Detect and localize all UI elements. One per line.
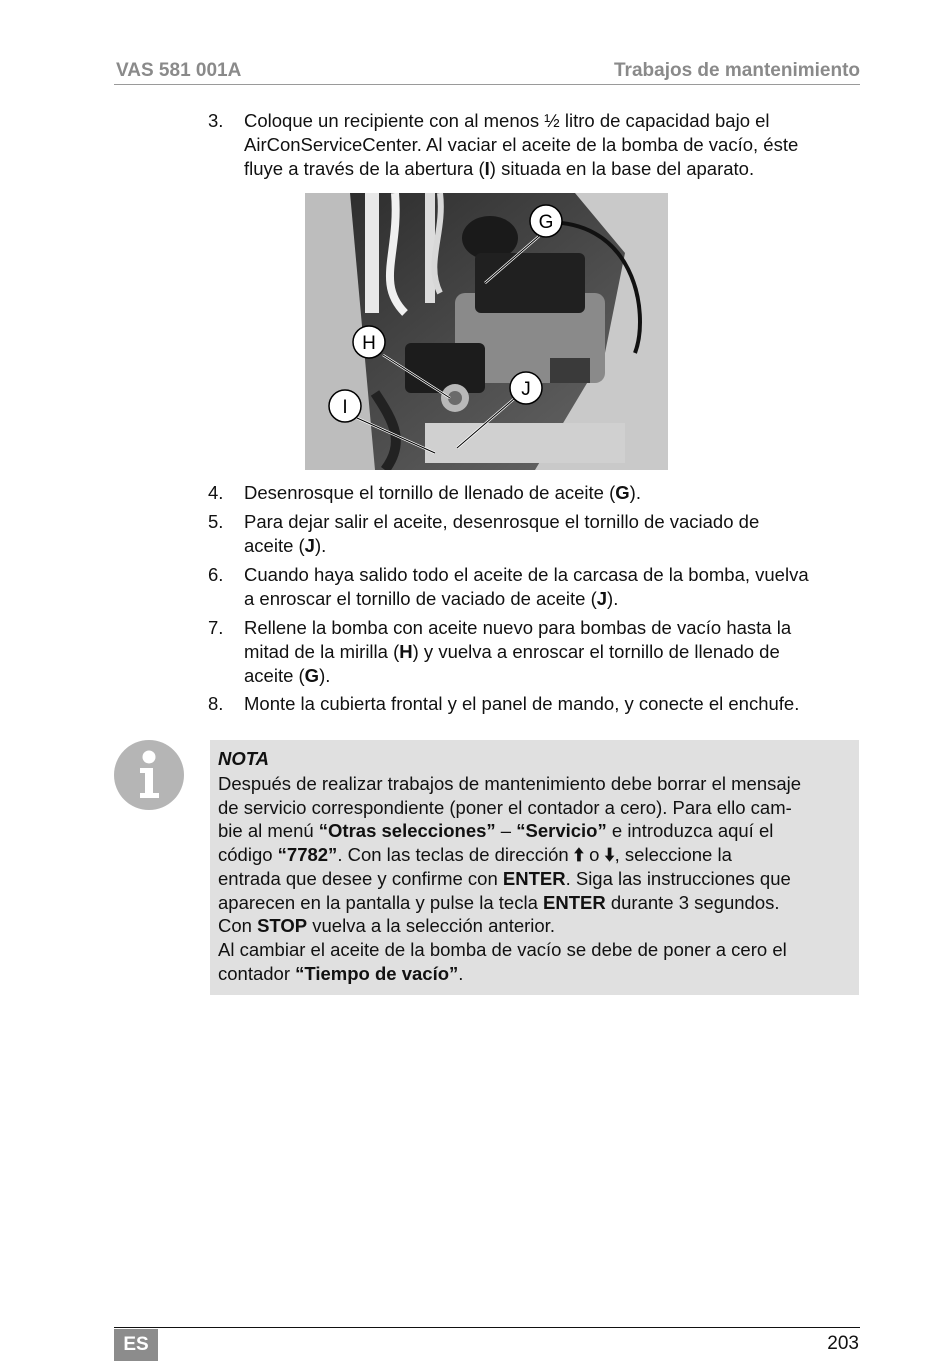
ref-label: J [304,535,315,556]
callout-i [329,390,361,422]
step-text-line: Coloque un recipiente con al menos ½ litro de capacidad bajo el [244,110,770,131]
step-text-line: Para dejar salir el aceite, desenrosque el tornillo de vaciado de [244,511,760,532]
step-text-line: mitad de la mirilla ( [244,641,400,662]
step-6 [208,563,860,611]
page-header [114,58,860,85]
footer-rule [114,1327,860,1328]
step-4 [208,481,860,505]
callout-h [353,326,385,358]
step-text [244,616,860,688]
step-number: 3. [208,110,224,131]
note-line: Después de realizar trabajos de mantenimiento debe borrar el mensaje [218,773,802,794]
note-line: bie al menú “Otras selecciones” – “Servicio” e introduzca aquí el [218,820,774,842]
step-text-line: ) situada en la base del aparato. [489,158,755,179]
step-5 [208,510,860,558]
note-line: aparecen en la pantalla y pulse la tecla ENTER durante 3 segundos. [218,891,780,913]
ref-label: H [399,641,413,662]
step-text-line: ). [319,665,331,686]
step-text-line: Cuando haya salido todo el aceite de la carcasa de la bomba, vuelva [244,564,809,585]
note-box [210,740,859,995]
step-number: 4. [208,482,224,503]
ref-label: J [596,588,608,609]
step-number: 8. [208,693,224,714]
step-number: 7. [208,617,224,638]
callout-j [510,372,542,404]
step-text [244,563,860,611]
callout-g [530,205,562,237]
note-title: NOTA [218,748,270,769]
document-code: VAS 581 001A [116,60,242,81]
ref-label: I [484,158,490,179]
step-number: 6. [208,564,224,585]
step-text [244,109,860,181]
step-text-line: Rellene la bomba con aceite nuevo para bombas de vacío hasta la [244,617,792,638]
step-text-line: ). [629,482,641,503]
note-body [218,772,854,985]
note-line: Al cambiar el aceite de la bomba de vacío se debe de poner a cero el [218,938,787,960]
step-text [244,510,860,558]
info-icon [114,740,184,810]
step-text-line: a enroscar el tornillo de vaciado de aceite ( [244,588,597,609]
note-line: entrada que desee y confirme con ENTER. Siga las instrucciones que [218,867,791,889]
step-text-line: AirConServiceCenter. Al vaciar el aceite de la bomba de vacío, éste [244,134,799,155]
callout-label: I [342,397,348,418]
step-text-line: aceite ( [244,665,305,686]
vacuum-pump-photo [305,193,668,470]
page-number: 203 [827,1333,859,1354]
step-text-line: aceite ( [244,535,305,556]
step-3 [208,109,860,181]
step-text-line: ) y vuelva a enroscar el tornillo de llenado de [412,641,780,662]
callout-label: H [362,333,376,354]
callout-label: J [521,379,531,400]
note-line: código “7782”. Con las teclas de dirección 🠩 o 🠫, seleccione la [218,844,732,866]
ref-label: G [304,665,320,686]
step-text-line: ). [607,588,619,609]
callout-label: G [538,212,554,233]
arrow-up-icon: 🠩 [573,844,584,866]
step-text-line: fluye a través de la abertura ( [244,158,485,179]
arrow-down-icon: 🠫 [604,844,615,866]
note-line: de servicio correspondiente (poner el contador a cero). Para ello cam- [218,796,792,818]
step-8 [208,692,860,716]
note-line: Con STOP vuelva a la selección anterior. [218,915,555,937]
step-number: 5. [208,511,224,532]
step-text [244,481,860,505]
step-text: Monte la cubierta frontal y el panel de mando, y conecte el enchufe. [244,693,800,714]
language-badge: ES [114,1329,158,1361]
step-text-line: ). [314,535,327,556]
step-text-line: Desenrosque el tornillo de llenado de aceite ( [244,482,616,503]
ref-label: G [615,482,630,503]
section-title: Trabajos de mantenimiento [614,60,860,81]
note-line: contador “Tiempo de vacío”. [218,962,464,984]
step-7 [208,616,860,688]
